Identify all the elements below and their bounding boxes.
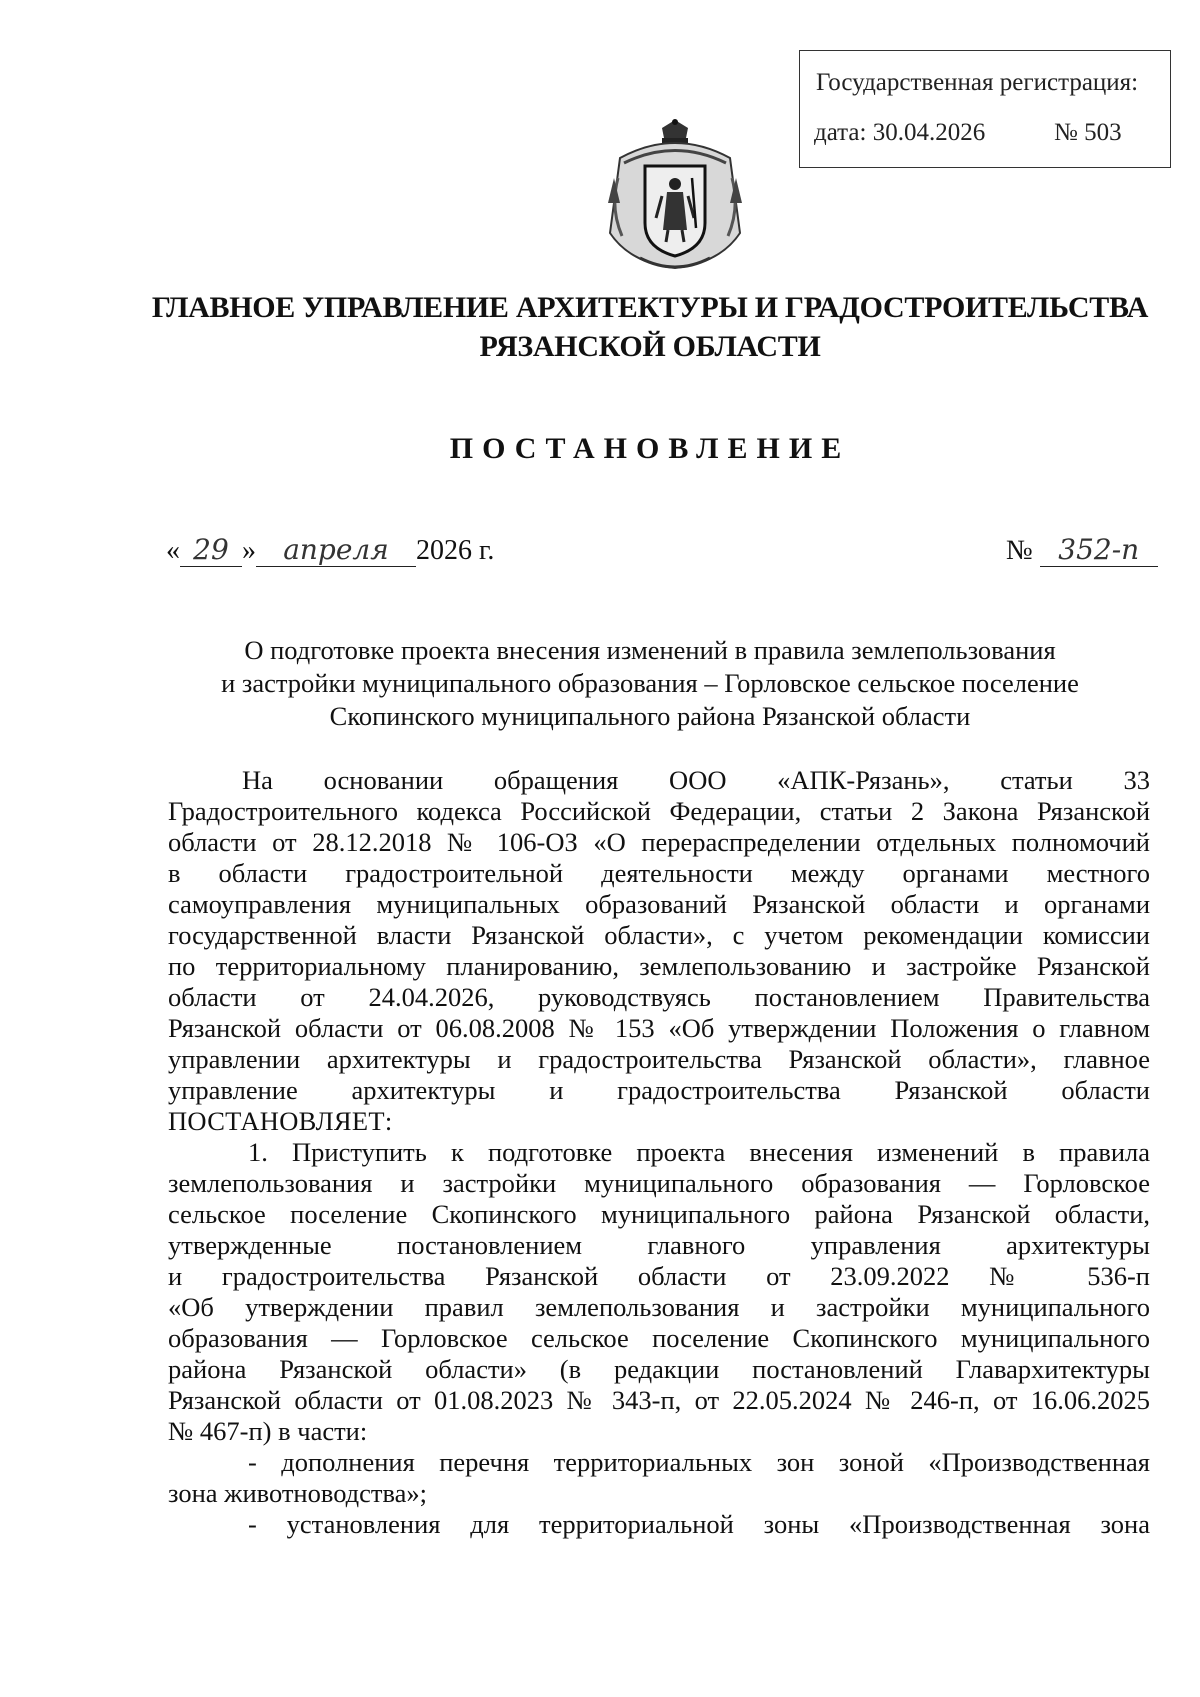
preamble-line: по территориальному планированию, землепользованию и застройке Рязанской [168, 951, 1150, 981]
preamble-line: области от 28.12.2018 № 106-ОЗ «О перераспределении отдельных полномочий [168, 827, 1150, 857]
decree-word: ПОСТАНОВЛЯЕТ: [168, 1106, 393, 1136]
issue-date [166, 533, 494, 567]
item-1-line: Рязанской области от 01.08.2023 № 343-п, от 22.05.2024 № 246-п, от 16.06.2025 [168, 1385, 1150, 1415]
item-1-line: 1. Приступить к подготовке проекта внесения изменений в правила [248, 1137, 1150, 1167]
item-1-line: «Об утверждении правил землепользования и застройки муниципального [168, 1292, 1150, 1322]
subject-line-2: и застройки муниципального образования – Горловское сельское поселение [221, 668, 1079, 698]
item-1-line: утвержденные постановлением главного управления архитектуры [168, 1230, 1150, 1260]
preamble-line: в области градостроительной деятельности между органами местного [168, 858, 1150, 888]
bullet-2-paragraph [168, 1509, 1150, 1540]
issue-year: 2026 г. [416, 535, 495, 566]
issue-number-handwritten: 352-п [1040, 533, 1158, 567]
document-subject [150, 634, 1150, 733]
issue-day-handwritten: 29 [180, 533, 242, 567]
bullet-1-line: - дополнения перечня территориальных зон зоной «Производственная [248, 1447, 1150, 1477]
organization-line-2: РЯЗАНСКОЙ ОБЛАСТИ [479, 330, 821, 363]
item-1-line: сельское поселение Скопинского муниципального района Рязанской области, [168, 1199, 1150, 1229]
registration-date: дата: 30.04.2026 [814, 119, 986, 146]
issue-number-prefix: № [1006, 535, 1033, 566]
bullet-1-paragraph [168, 1447, 1150, 1509]
registration-title: Государственная регистрация: [816, 69, 1139, 96]
issue-month-handwritten: апреля [256, 533, 416, 567]
document-type: ПОСТАНОВЛЕНИЕ [449, 432, 851, 465]
organization-line-1: ГЛАВНОЕ УПРАВЛЕНИЕ АРХИТЕКТУРЫ И ГРАДОСТРОИТЕЛЬСТВА [151, 291, 1149, 324]
ryazan-coat-of-arms-icon [600, 118, 750, 278]
registration-number: № 503 [1054, 119, 1122, 146]
preamble-line: На основании обращения ООО «АПК-Рязань», статьи 33 [242, 765, 1150, 795]
item-1-line: № 467-п) в части: [168, 1416, 368, 1446]
item-1-line: образования — Горловское сельское поселение Скопинского муниципального [168, 1323, 1150, 1353]
preamble-line: управление архитектуры и градостроительства Рязанской области [168, 1075, 1150, 1105]
preamble-paragraph [168, 765, 1150, 1106]
item-1-paragraph [168, 1137, 1150, 1447]
subject-line-1: О подготовке проекта внесения изменений в правила землепользования [244, 635, 1056, 665]
item-1-line: и градостроительства Рязанской области от 23.09.2022 № 536-п [168, 1261, 1150, 1291]
item-1-line: района Рязанской области» (в редакции постановлений Главархитектуры [168, 1354, 1150, 1384]
bullet-1-line: зона животноводства»; [168, 1478, 428, 1508]
issue-number [1006, 533, 1158, 567]
registration-stamp [799, 50, 1171, 168]
subject-line-3: Скопинского муниципального района Рязанской области [329, 701, 971, 731]
preamble-line: области от 24.04.2026, руководствуясь постановлением Правительства [168, 982, 1150, 1012]
preamble-line: Рязанской области от 06.08.2008 № 153 «Об утверждении Положения о главном [168, 1013, 1150, 1043]
preamble-line: государственной власти Рязанской области», с учетом рекомендации комиссии [168, 920, 1150, 950]
preamble-line: управлении архитектуры и градостроительства Рязанской области», главное [168, 1044, 1150, 1074]
bullet-2-line: - установления для территориальной зоны «Производственная зона [248, 1509, 1150, 1539]
organization-name [150, 288, 1150, 366]
preamble-line: Градостроительного кодекса Российской Федерации, статьи 2 Закона Рязанской [168, 796, 1150, 826]
preamble-line: самоуправления муниципальных образований Рязанской области и органами [168, 889, 1150, 919]
document-body [168, 765, 1150, 1540]
quote-close: » [242, 535, 256, 566]
item-1-line: землепользования и застройки муниципального образования — Горловское [168, 1168, 1150, 1198]
quote-open: « [166, 535, 180, 566]
